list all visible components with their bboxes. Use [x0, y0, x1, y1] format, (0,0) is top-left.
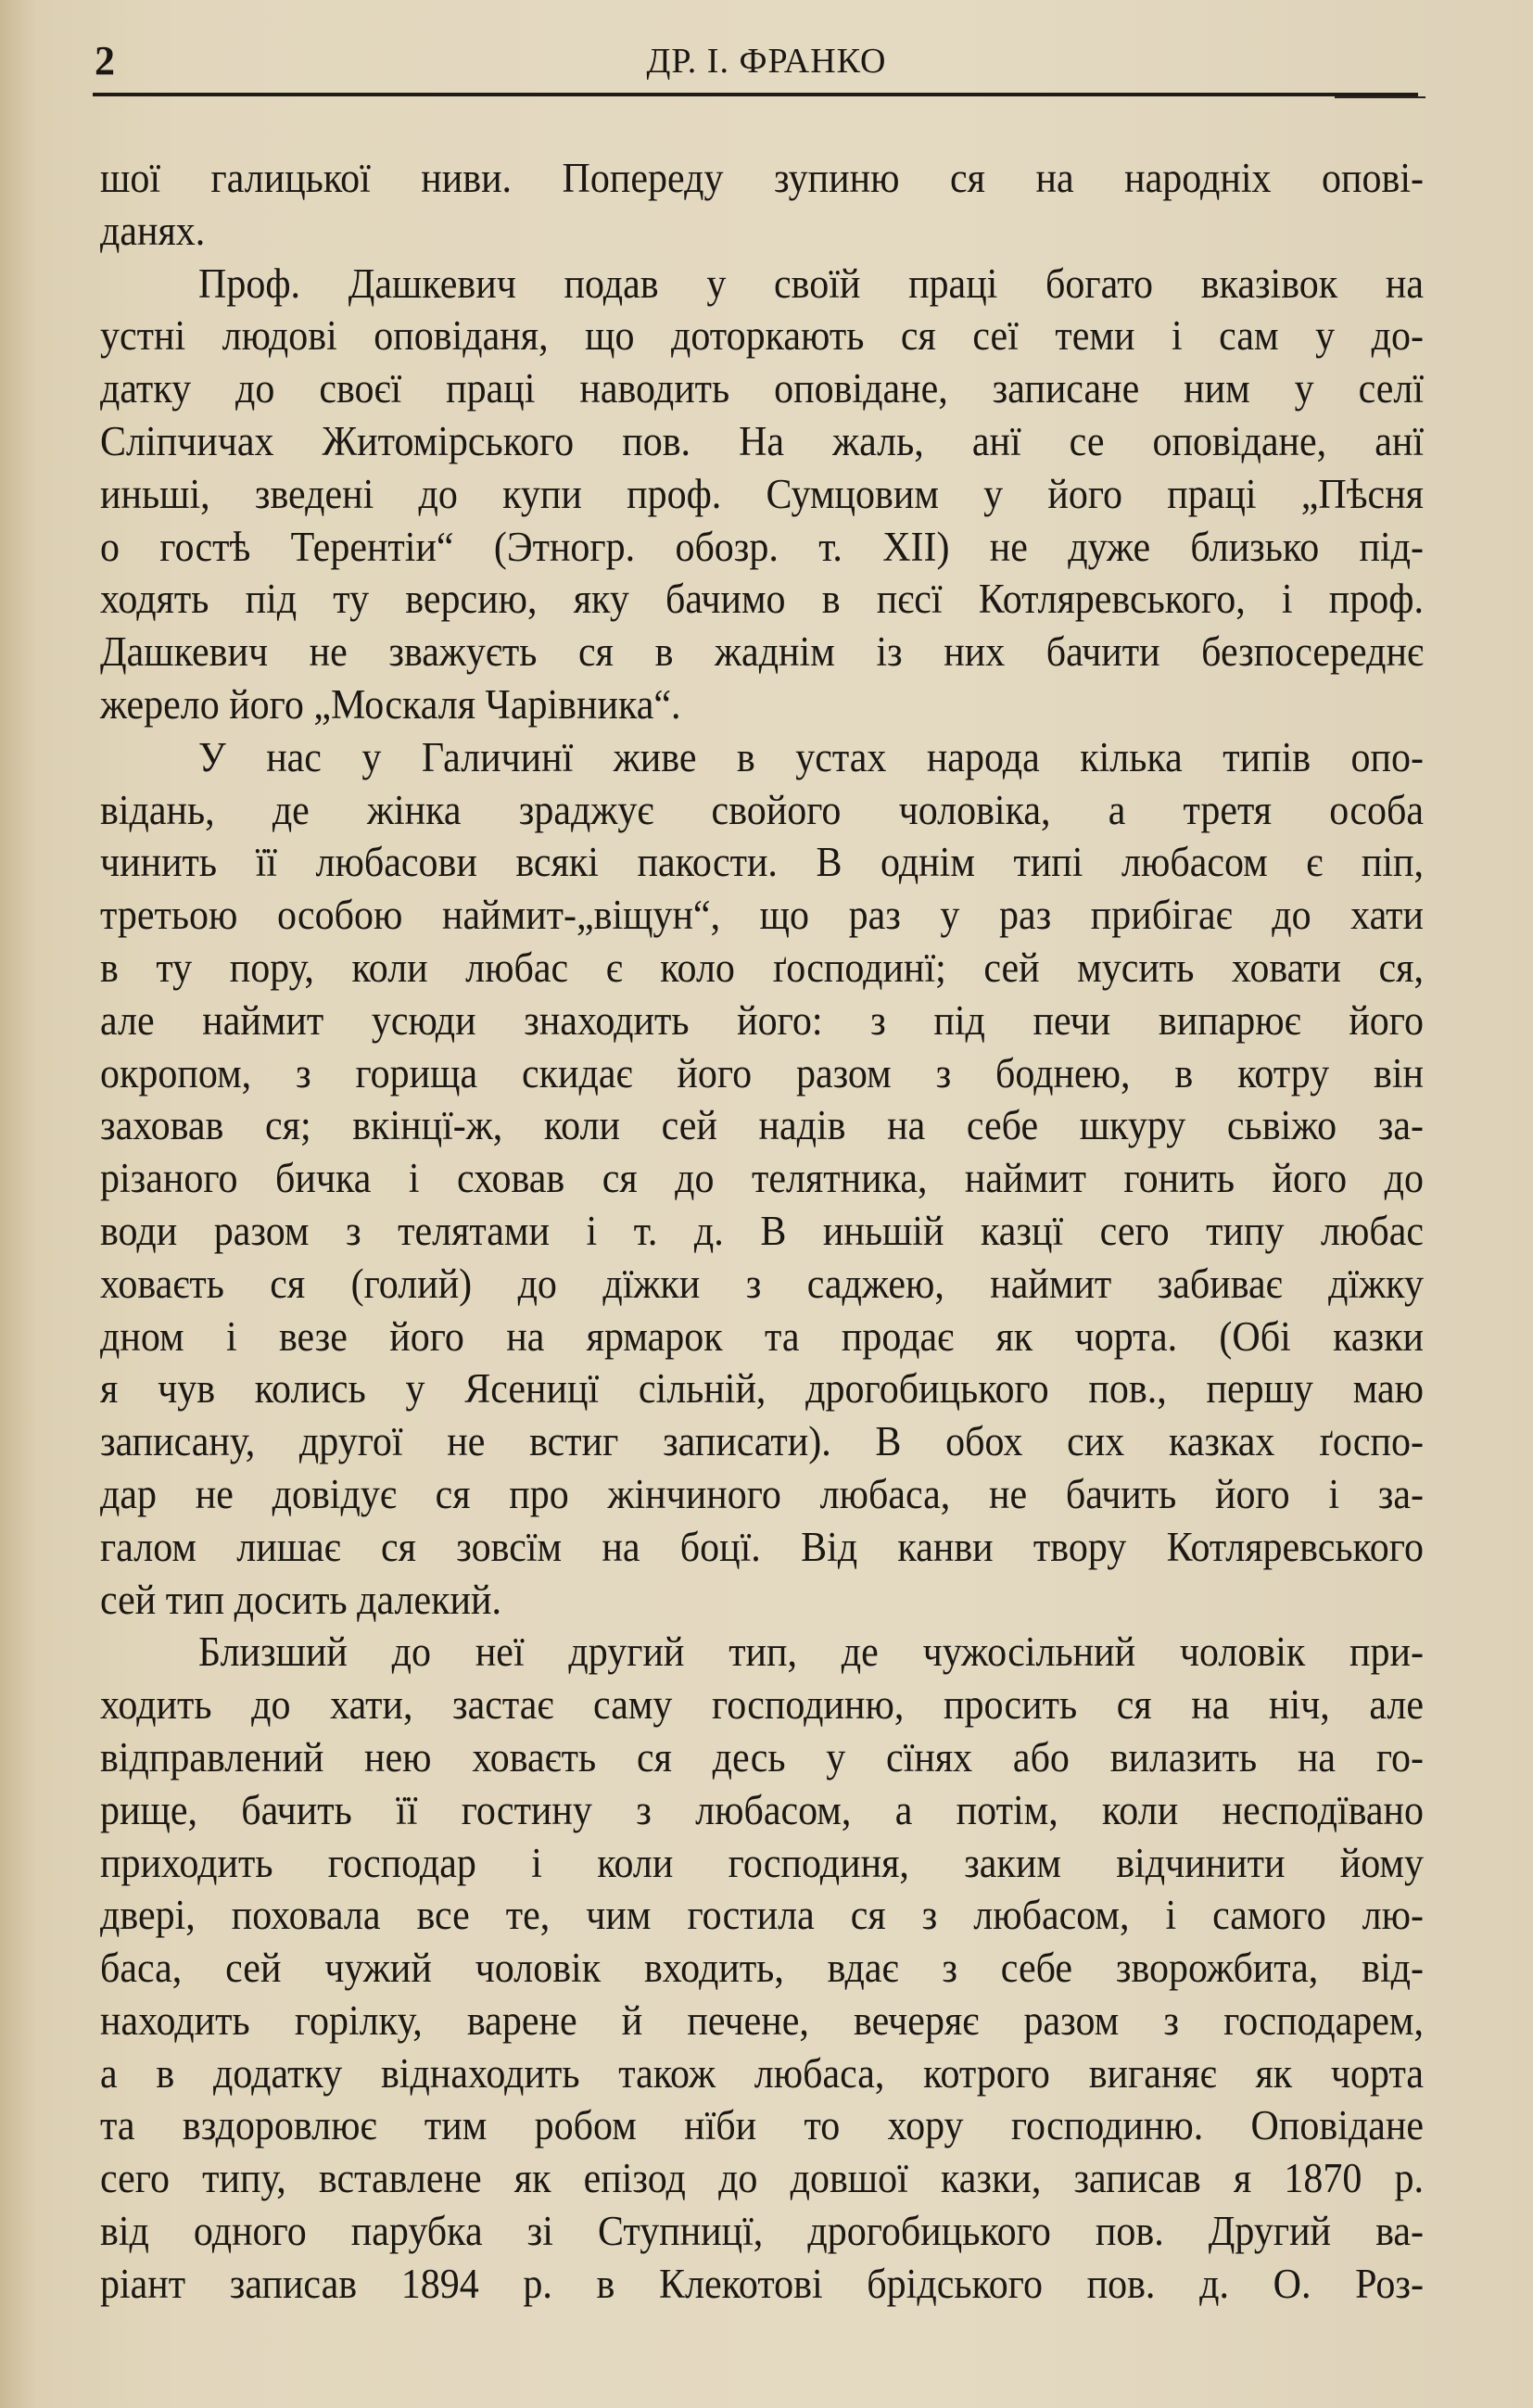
- text-line: ходить до хати, застає саму господиню, просить ся на ніч, але: [100, 1682, 1424, 1729]
- text-line: сей тип досить далекий.: [100, 1577, 501, 1624]
- text-line: води разом з телятами і т. д. В иньшій казцї сего типу любас: [100, 1209, 1424, 1255]
- text-line: записану, другої не встиг записати). В обох сих казках ґоспо-: [100, 1419, 1424, 1465]
- paragraph: [100, 153, 1424, 259]
- text-line: та вздоровлює тим робом нїби то хору господиню. Оповідане: [100, 2103, 1424, 2150]
- text-line: шої галицької ниви. Попереду зупиню ся на народніх опові-: [100, 156, 1424, 202]
- text-line: приходить господар і коли господиня, заким відчинити йому: [100, 1840, 1424, 1887]
- text-line: У нас у Галичинї живе в устах народа кілька типів опо-: [198, 734, 1424, 781]
- text-line: находить горілку, варене й печене, вечеряє разом з господарем,: [100, 1998, 1424, 2045]
- text-line: від одного парубка зі Ступницї, дрогобицького пов. Другий ва-: [100, 2209, 1424, 2255]
- text-line: баса, сей чужий чоловік входить, вдає з себе зворожбита, від-: [100, 1945, 1424, 1992]
- body-text: [100, 153, 1424, 2312]
- paragraph: [100, 1627, 1424, 2311]
- text-line: різаного бичка і сховав ся до телятника, наймит гонить його до: [100, 1156, 1424, 1202]
- text-line: заховав ся; вкінцї-ж, коли сей надів на себе шкуру сьвіжо за-: [100, 1103, 1424, 1150]
- text-line: ховаєть ся (голий) до дїжки з саджею, наймит забиває дїжку: [100, 1261, 1424, 1308]
- text-line: Дашкевич не зважуєть ся в жаднім із них бачити безпосереднє: [100, 629, 1424, 676]
- header-rule-tail: [1335, 96, 1425, 98]
- text-line: відань, де жінка зраджує свойого чоловіка, а третя особа: [100, 787, 1424, 834]
- text-line: Близший до неї другий тип, де чужосільний чоловік при-: [198, 1629, 1424, 1677]
- text-line: о гостѣ Терентіи“ (Этногр. обозр. т. XII) не дуже близько під-: [100, 524, 1424, 571]
- text-line: устні людові оповіданя, що доторкають ся сеї теми і сам у до-: [100, 313, 1424, 361]
- text-line: галом лишає ся зовсїм на боцї. Від канви твору Котляревського: [100, 1524, 1424, 1571]
- text-line: Проф. Дашкевич подав у своїй праці богато вказівок на: [198, 260, 1424, 308]
- text-line: дар не довідує ся про жінчиного любаса, не бачить його і за-: [100, 1472, 1424, 1518]
- running-head: ДР. І. ФРАНКО: [646, 42, 887, 81]
- text-line: дном і везе його на ярмарок та продає як чорта. (Обі казки: [100, 1313, 1424, 1361]
- text-line: але наймит усюди знаходить його: з під печи випарює його: [100, 997, 1424, 1045]
- paragraph: [100, 732, 1424, 1628]
- text-line: иньші, зведені до купи проф. Сумцовим у його праці „Пѣсня: [100, 471, 1424, 518]
- text-line: ріант записав 1894 р. в Клекотові брідського пов. д. О. Роз-: [100, 2262, 1424, 2308]
- text-line: окропом, з горища скидає його разом з боднею, в котру він: [100, 1050, 1424, 1097]
- text-line: третьою особою наймит-„віщун“, що раз у раз прибігає до хати: [100, 893, 1424, 939]
- text-line: Сліпчичах Житомірського пов. На жаль, анї се оповідане, анї: [100, 419, 1424, 465]
- text-line: в ту пору, коли любас є коло ґосподинї; сей мусить ховати ся,: [100, 945, 1424, 992]
- text-line: рище, бачить її гостину з любасом, а потім, коли несподївано: [100, 1787, 1424, 1834]
- text-line: жерело його „Москаля Чарівника“.: [100, 682, 681, 729]
- text-line: відправлений нею ховаєть ся десь у сїнях або вилазить на го-: [100, 1735, 1424, 1781]
- text-line: а в додатку віднаходить також любаса, котрого виганяє як чорта: [100, 2050, 1424, 2097]
- text-line: сего типу, вставлене як епізод до довшої казки, записав я 1870 р.: [100, 2156, 1424, 2203]
- text-line: датку до своєї праці наводить оповідане, записане ним у селї: [100, 366, 1424, 412]
- text-line: двері, поховала все те, чим гостила ся з любасом, і самого лю-: [100, 1893, 1424, 1940]
- page-number: 2: [95, 38, 115, 83]
- text-line: ходять під ту версию, яку бачимо в пєсї Котляревського, і проф.: [100, 577, 1424, 624]
- text-line: я чув колись у Ясеницї сільній, дрогобицького пов., першу маю: [100, 1366, 1424, 1413]
- paragraph: [100, 259, 1424, 732]
- header-rule: [93, 93, 1418, 96]
- text-line: данях.: [100, 208, 206, 255]
- text-line: чинить її любасови всякі пакости. В однім типі любасом є піп,: [100, 840, 1424, 887]
